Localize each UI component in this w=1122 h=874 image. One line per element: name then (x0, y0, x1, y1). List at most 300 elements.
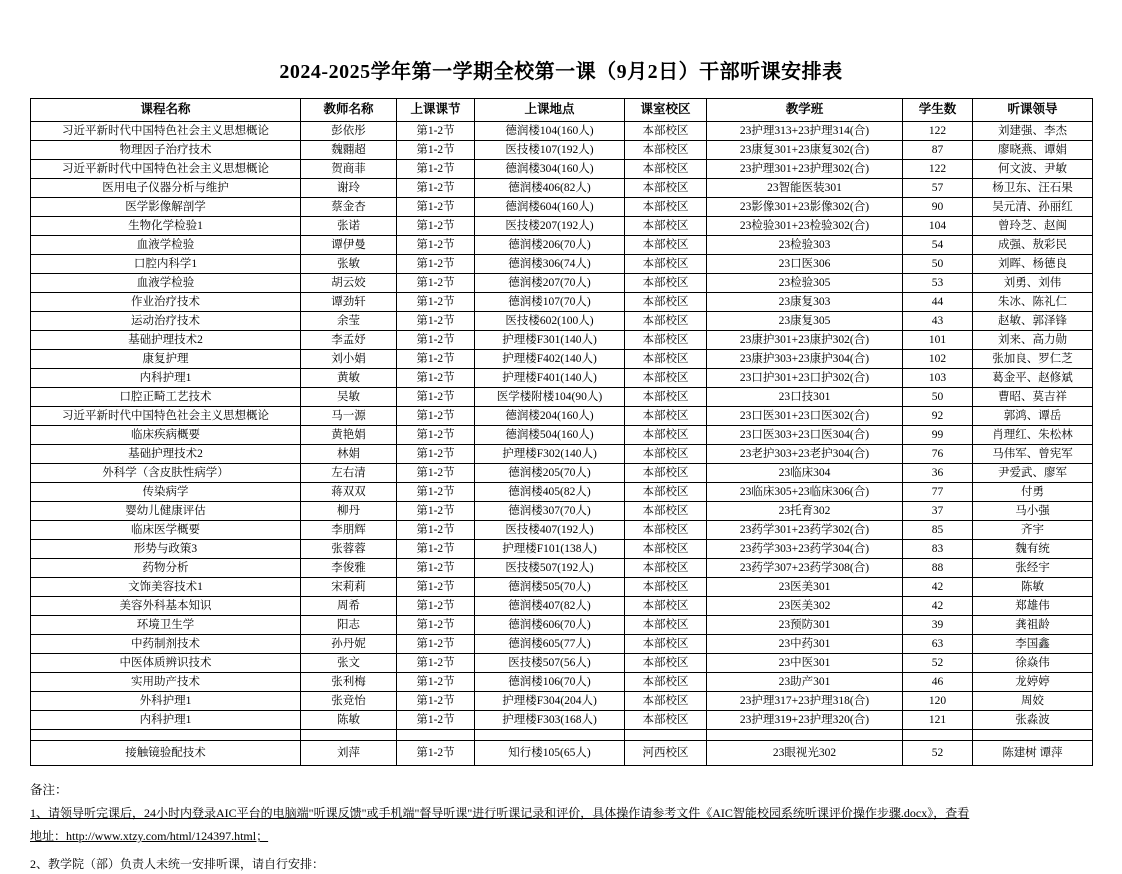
cell-course-name: 接触镜验配技术 (31, 741, 301, 766)
table-row (31, 255, 1093, 274)
cell-observing-leader: 马伟军、曾宪军 (973, 445, 1093, 464)
cell-location: 护理楼F101(138人) (475, 540, 625, 559)
cell-teaching-class: 23检验305 (707, 274, 903, 293)
cell-location: 医技楼207(192人) (475, 217, 625, 236)
cell-teacher-name: 余莹 (301, 312, 397, 331)
note-2: 2、教学院（部）负责人未统一安排听课，请自行安排： (30, 857, 325, 872)
cell-teaching-class: 23医美301 (707, 578, 903, 597)
cell-location: 德润楼604(160人) (475, 198, 625, 217)
cell-teaching-class: 23预防301 (707, 616, 903, 635)
cell-observing-leader: 张加良、罗仁芝 (973, 350, 1093, 369)
cell-student-count: 92 (903, 407, 973, 426)
cell-student-count: 87 (903, 141, 973, 160)
cell-course-name: 形势与政策3 (31, 540, 301, 559)
cell-class-period: 第1-2节 (397, 407, 475, 426)
cell-location: 德润楼407(82人) (475, 597, 625, 616)
cell-campus: 本部校区 (625, 198, 707, 217)
cell-teaching-class: 23检验301+23检验302(合) (707, 217, 903, 236)
cell-student-count: 122 (903, 122, 973, 141)
cell-class-period: 第1-2节 (397, 673, 475, 692)
cell-campus: 本部校区 (625, 692, 707, 711)
cell-location: 德润楼206(70人) (475, 236, 625, 255)
cell-teaching-class: 23眼视光302 (707, 741, 903, 766)
cell-class-period: 第1-2节 (397, 597, 475, 616)
cell-teaching-class: 23护理313+23护理314(合) (707, 122, 903, 141)
cell-class-period: 第1-2节 (397, 464, 475, 483)
cell-student-count: 53 (903, 274, 973, 293)
cell-location: 德润楼207(70人) (475, 274, 625, 293)
cell-teaching-class: 23助产301 (707, 673, 903, 692)
cell-student-count: 90 (903, 198, 973, 217)
table-row (31, 711, 1093, 730)
cell-observing-leader: 肖理红、朱松林 (973, 426, 1093, 445)
cell-class-period: 第1-2节 (397, 711, 475, 730)
cell-teacher-name: 张敏 (301, 255, 397, 274)
cell-campus: 本部校区 (625, 426, 707, 445)
cell-class-period: 第1-2节 (397, 369, 475, 388)
cell-student-count: 44 (903, 293, 973, 312)
cell-location: 德润楼205(70人) (475, 464, 625, 483)
cell-campus: 河西校区 (625, 741, 707, 766)
cell-course-name: 婴幼儿健康评估 (31, 502, 301, 521)
cell-location: 护理楼F401(140人) (475, 369, 625, 388)
table-row (31, 274, 1093, 293)
cell-teacher-name: 刘萍 (301, 741, 397, 766)
table-row (31, 502, 1093, 521)
cell-teacher-name: 黄敏 (301, 369, 397, 388)
cell-campus: 本部校区 (625, 312, 707, 331)
cell-location: 护理楼F303(168人) (475, 711, 625, 730)
spacer-cell (301, 730, 397, 741)
cell-class-period: 第1-2节 (397, 445, 475, 464)
cell-teacher-name: 蒋双双 (301, 483, 397, 502)
cell-course-name: 外科学（含皮肤性病学） (31, 464, 301, 483)
cell-course-name: 习近平新时代中国特色社会主义思想概论 (31, 122, 301, 141)
cell-course-name: 药物分析 (31, 559, 301, 578)
cell-teacher-name: 阳志 (301, 616, 397, 635)
cell-campus: 本部校区 (625, 179, 707, 198)
cell-teaching-class: 23老护303+23老护304(合) (707, 445, 903, 464)
cell-observing-leader: 吴元清、孙丽红 (973, 198, 1093, 217)
cell-student-count: 121 (903, 711, 973, 730)
cell-observing-leader: 张淼波 (973, 711, 1093, 730)
cell-observing-leader: 郭鸿、谭岳 (973, 407, 1093, 426)
notes-section (30, 780, 1092, 874)
cell-teaching-class: 23康复305 (707, 312, 903, 331)
cell-teaching-class: 23康复303 (707, 293, 903, 312)
cell-student-count: 63 (903, 635, 973, 654)
table-spacer-row (31, 730, 1093, 741)
cell-student-count: 42 (903, 597, 973, 616)
cell-observing-leader: 葛金平、赵修斌 (973, 369, 1093, 388)
cell-course-name: 基础护理技术2 (31, 331, 301, 350)
spacer-cell (397, 730, 475, 741)
cell-campus: 本部校区 (625, 578, 707, 597)
table-row (31, 122, 1093, 141)
cell-student-count: 43 (903, 312, 973, 331)
table-row (31, 635, 1093, 654)
cell-campus: 本部校区 (625, 559, 707, 578)
cell-campus: 本部校区 (625, 350, 707, 369)
cell-location: 医技楼602(100人) (475, 312, 625, 331)
cell-course-name: 口腔内科学1 (31, 255, 301, 274)
cell-teaching-class: 23中药301 (707, 635, 903, 654)
cell-class-period: 第1-2节 (397, 350, 475, 369)
table-row (31, 654, 1093, 673)
cell-observing-leader: 廖晓燕、谭娟 (973, 141, 1093, 160)
cell-class-period: 第1-2节 (397, 312, 475, 331)
cell-class-period: 第1-2节 (397, 198, 475, 217)
cell-observing-leader: 陈建树 谭萍 (973, 741, 1093, 766)
cell-student-count: 54 (903, 236, 973, 255)
cell-course-name: 中药制剂技术 (31, 635, 301, 654)
cell-teacher-name: 左右清 (301, 464, 397, 483)
cell-class-period: 第1-2节 (397, 236, 475, 255)
col-teacher-name: 教师名称 (301, 99, 397, 122)
cell-student-count: 76 (903, 445, 973, 464)
cell-campus: 本部校区 (625, 255, 707, 274)
cell-teaching-class: 23检验303 (707, 236, 903, 255)
cell-teacher-name: 张文 (301, 654, 397, 673)
col-student-count: 学生数 (903, 99, 973, 122)
cell-class-period: 第1-2节 (397, 255, 475, 274)
cell-campus: 本部校区 (625, 673, 707, 692)
cell-student-count: 101 (903, 331, 973, 350)
cell-student-count: 46 (903, 673, 973, 692)
spacer-cell (707, 730, 903, 741)
cell-location: 护理楼F304(204人) (475, 692, 625, 711)
cell-location: 德润楼304(160人) (475, 160, 625, 179)
note-1-line-1: 1、请领导听完课后，24小时内登录AIC平台的电脑端"听课反馈"或手机端"督导听课"进行听课记录和评价，具体操作请参考文件《AIC智能校园系统听课评价操作步骤.docx》，查看 (30, 806, 970, 821)
cell-teacher-name: 刘小娟 (301, 350, 397, 369)
table-body (31, 122, 1093, 766)
cell-course-name: 医用电子仪器分析与维护 (31, 179, 301, 198)
cell-teacher-name: 孙丹妮 (301, 635, 397, 654)
cell-course-name: 临床医学概要 (31, 521, 301, 540)
cell-observing-leader: 杨卫东、汪石果 (973, 179, 1093, 198)
cell-location: 医技楼507(56人) (475, 654, 625, 673)
table-row (31, 673, 1093, 692)
cell-teaching-class: 23护理301+23护理302(合) (707, 160, 903, 179)
note-1-line-2: 地址：http://www.xtzy.com/html/124397.html； (30, 828, 269, 843)
table-row (31, 407, 1093, 426)
table-header (31, 99, 1093, 122)
cell-location: 德润楼505(70人) (475, 578, 625, 597)
cell-location: 护理楼F302(140人) (475, 445, 625, 464)
cell-location: 德润楼606(70人) (475, 616, 625, 635)
cell-course-name: 血液学检验 (31, 236, 301, 255)
cell-location: 德润楼104(160人) (475, 122, 625, 141)
cell-teaching-class: 23托育302 (707, 502, 903, 521)
cell-teaching-class: 23护理317+23护理318(合) (707, 692, 903, 711)
cell-class-period: 第1-2节 (397, 122, 475, 141)
cell-observing-leader: 刘晖、杨德良 (973, 255, 1093, 274)
cell-teacher-name: 谭伊曼 (301, 236, 397, 255)
cell-observing-leader: 龙婷婷 (973, 673, 1093, 692)
cell-teaching-class: 23口医303+23口医304(合) (707, 426, 903, 445)
cell-teaching-class: 23康护301+23康护302(合) (707, 331, 903, 350)
spacer-cell (973, 730, 1093, 741)
cell-student-count: 122 (903, 160, 973, 179)
cell-observing-leader: 郑雄伟 (973, 597, 1093, 616)
cell-campus: 本部校区 (625, 654, 707, 673)
cell-campus: 本部校区 (625, 502, 707, 521)
cell-location: 德润楼405(82人) (475, 483, 625, 502)
cell-location: 护理楼F301(140人) (475, 331, 625, 350)
table-row (31, 312, 1093, 331)
cell-location: 德润楼605(77人) (475, 635, 625, 654)
cell-campus: 本部校区 (625, 711, 707, 730)
cell-campus: 本部校区 (625, 407, 707, 426)
cell-teaching-class: 23护理319+23护理320(合) (707, 711, 903, 730)
cell-teaching-class: 23药学301+23药学302(合) (707, 521, 903, 540)
spacer-cell (31, 730, 301, 741)
cell-teaching-class: 23中医301 (707, 654, 903, 673)
cell-class-period: 第1-2节 (397, 559, 475, 578)
cell-class-period: 第1-2节 (397, 635, 475, 654)
page-title: 2024-2025学年第一学期全校第一课（9月2日）干部听课安排表 (279, 61, 843, 83)
table-row (31, 331, 1093, 350)
cell-observing-leader: 周姣 (973, 692, 1093, 711)
col-course-name: 课程名称 (31, 99, 301, 122)
cell-student-count: 120 (903, 692, 973, 711)
cell-campus: 本部校区 (625, 274, 707, 293)
cell-class-period: 第1-2节 (397, 388, 475, 407)
cell-class-period: 第1-2节 (397, 141, 475, 160)
cell-student-count: 103 (903, 369, 973, 388)
cell-observing-leader: 何文波、尹敏 (973, 160, 1093, 179)
cell-location: 护理楼F402(140人) (475, 350, 625, 369)
cell-observing-leader: 朱冰、陈礼仁 (973, 293, 1093, 312)
cell-teacher-name: 李朋辉 (301, 521, 397, 540)
cell-observing-leader: 刘来、高力勋 (973, 331, 1093, 350)
cell-campus: 本部校区 (625, 597, 707, 616)
cell-teacher-name: 魏翾超 (301, 141, 397, 160)
cell-location: 德润楼307(70人) (475, 502, 625, 521)
cell-teacher-name: 张蓉蓉 (301, 540, 397, 559)
cell-campus: 本部校区 (625, 388, 707, 407)
table-row (31, 198, 1093, 217)
table-row (31, 293, 1093, 312)
table-row (31, 741, 1093, 766)
cell-teacher-name: 贺商菲 (301, 160, 397, 179)
table-header-row (31, 99, 1093, 122)
cell-observing-leader: 赵敏、郭泽锋 (973, 312, 1093, 331)
cell-campus: 本部校区 (625, 331, 707, 350)
cell-teacher-name: 柳丹 (301, 502, 397, 521)
table-row (31, 369, 1093, 388)
cell-teaching-class: 23药学307+23药学308(合) (707, 559, 903, 578)
cell-observing-leader: 陈敏 (973, 578, 1093, 597)
table-row (31, 426, 1093, 445)
table-row (31, 692, 1093, 711)
cell-teaching-class: 23临床305+23临床306(合) (707, 483, 903, 502)
table-row (31, 616, 1093, 635)
cell-observing-leader: 龚祖龄 (973, 616, 1093, 635)
cell-class-period: 第1-2节 (397, 502, 475, 521)
cell-course-name: 内科护理1 (31, 711, 301, 730)
cell-class-period: 第1-2节 (397, 217, 475, 236)
cell-student-count: 36 (903, 464, 973, 483)
cell-observing-leader: 曾玲芝、赵闽 (973, 217, 1093, 236)
cell-student-count: 85 (903, 521, 973, 540)
cell-course-name: 物理因子治疗技术 (31, 141, 301, 160)
cell-campus: 本部校区 (625, 122, 707, 141)
table-row (31, 464, 1093, 483)
cell-class-period: 第1-2节 (397, 521, 475, 540)
cell-observing-leader: 刘建强、李杰 (973, 122, 1093, 141)
cell-teacher-name: 林娟 (301, 445, 397, 464)
cell-campus: 本部校区 (625, 635, 707, 654)
col-campus: 课室校区 (625, 99, 707, 122)
cell-teaching-class: 23口医306 (707, 255, 903, 274)
cell-course-name: 实用助产技术 (31, 673, 301, 692)
col-teaching-class: 教学班 (707, 99, 903, 122)
cell-teaching-class: 23医美302 (707, 597, 903, 616)
cell-class-period: 第1-2节 (397, 293, 475, 312)
table-row (31, 483, 1093, 502)
cell-observing-leader: 尹爱武、廖军 (973, 464, 1093, 483)
cell-observing-leader: 魏有统 (973, 540, 1093, 559)
table-row (31, 141, 1093, 160)
cell-location: 德润楼504(160人) (475, 426, 625, 445)
cell-observing-leader: 徐焱伟 (973, 654, 1093, 673)
cell-campus: 本部校区 (625, 445, 707, 464)
cell-teacher-name: 李孟妤 (301, 331, 397, 350)
table-row (31, 445, 1093, 464)
cell-observing-leader: 付勇 (973, 483, 1093, 502)
cell-course-name: 美容外科基本知识 (31, 597, 301, 616)
schedule-table (30, 98, 1093, 766)
cell-student-count: 77 (903, 483, 973, 502)
cell-campus: 本部校区 (625, 293, 707, 312)
notes-label: 备注： (30, 783, 68, 797)
cell-student-count: 88 (903, 559, 973, 578)
cell-student-count: 57 (903, 179, 973, 198)
cell-student-count: 52 (903, 654, 973, 673)
table-row (31, 559, 1093, 578)
table-row (31, 388, 1093, 407)
table-row (31, 179, 1093, 198)
cell-course-name: 习近平新时代中国特色社会主义思想概论 (31, 160, 301, 179)
cell-location: 德润楼204(160人) (475, 407, 625, 426)
table-row (31, 578, 1093, 597)
cell-teacher-name: 宋莉莉 (301, 578, 397, 597)
cell-teacher-name: 周希 (301, 597, 397, 616)
cell-location: 医技楼407(192人) (475, 521, 625, 540)
cell-campus: 本部校区 (625, 369, 707, 388)
cell-location: 医技楼107(192人) (475, 141, 625, 160)
cell-teacher-name: 马一源 (301, 407, 397, 426)
cell-class-period: 第1-2节 (397, 692, 475, 711)
spacer-cell (903, 730, 973, 741)
cell-teacher-name: 谢玲 (301, 179, 397, 198)
table-row (31, 350, 1093, 369)
cell-class-period: 第1-2节 (397, 616, 475, 635)
cell-campus: 本部校区 (625, 236, 707, 255)
cell-teaching-class: 23口医301+23口医302(合) (707, 407, 903, 426)
cell-class-period: 第1-2节 (397, 654, 475, 673)
cell-student-count: 42 (903, 578, 973, 597)
cell-course-name: 习近平新时代中国特色社会主义思想概论 (31, 407, 301, 426)
cell-campus: 本部校区 (625, 616, 707, 635)
cell-class-period: 第1-2节 (397, 426, 475, 445)
cell-teaching-class: 23口技301 (707, 388, 903, 407)
cell-teacher-name: 彭依彤 (301, 122, 397, 141)
cell-teaching-class: 23口护301+23口护302(合) (707, 369, 903, 388)
cell-teaching-class: 23药学303+23药学304(合) (707, 540, 903, 559)
table-row (31, 597, 1093, 616)
cell-class-period: 第1-2节 (397, 331, 475, 350)
cell-teaching-class: 23康复301+23康复302(合) (707, 141, 903, 160)
cell-campus: 本部校区 (625, 141, 707, 160)
cell-course-name: 生物化学检验1 (31, 217, 301, 236)
cell-location: 医技楼507(192人) (475, 559, 625, 578)
cell-teaching-class: 23影像301+23影像302(合) (707, 198, 903, 217)
cell-location: 知行楼105(65人) (475, 741, 625, 766)
spacer-cell (475, 730, 625, 741)
cell-location: 医学楼附楼104(90人) (475, 388, 625, 407)
cell-student-count: 39 (903, 616, 973, 635)
cell-class-period: 第1-2节 (397, 741, 475, 766)
cell-student-count: 83 (903, 540, 973, 559)
cell-observing-leader: 张经宇 (973, 559, 1093, 578)
cell-class-period: 第1-2节 (397, 274, 475, 293)
cell-class-period: 第1-2节 (397, 160, 475, 179)
cell-teacher-name: 李俊雅 (301, 559, 397, 578)
cell-observing-leader: 曹昭、莫吉祥 (973, 388, 1093, 407)
cell-teacher-name: 张诺 (301, 217, 397, 236)
cell-observing-leader: 李国鑫 (973, 635, 1093, 654)
cell-class-period: 第1-2节 (397, 483, 475, 502)
cell-teaching-class: 23临床304 (707, 464, 903, 483)
cell-student-count: 37 (903, 502, 973, 521)
cell-campus: 本部校区 (625, 217, 707, 236)
cell-course-name: 医学影像解剖学 (31, 198, 301, 217)
cell-course-name: 环境卫生学 (31, 616, 301, 635)
cell-teacher-name: 蔡金杏 (301, 198, 397, 217)
cell-student-count: 52 (903, 741, 973, 766)
table-row (31, 540, 1093, 559)
cell-teaching-class: 23康护303+23康护304(合) (707, 350, 903, 369)
document-page (0, 55, 1122, 872)
cell-course-name: 中医体质辨识技术 (31, 654, 301, 673)
cell-course-name: 血液学检验 (31, 274, 301, 293)
cell-student-count: 50 (903, 255, 973, 274)
cell-class-period: 第1-2节 (397, 179, 475, 198)
cell-class-period: 第1-2节 (397, 578, 475, 597)
cell-teacher-name: 陈敏 (301, 711, 397, 730)
cell-course-name: 康复护理 (31, 350, 301, 369)
cell-location: 德润楼306(74人) (475, 255, 625, 274)
cell-campus: 本部校区 (625, 540, 707, 559)
cell-course-name: 基础护理技术2 (31, 445, 301, 464)
cell-teacher-name: 胡云姣 (301, 274, 397, 293)
cell-campus: 本部校区 (625, 483, 707, 502)
cell-campus: 本部校区 (625, 521, 707, 540)
cell-observing-leader: 马小强 (973, 502, 1093, 521)
cell-course-name: 传染病学 (31, 483, 301, 502)
cell-student-count: 104 (903, 217, 973, 236)
table-row (31, 521, 1093, 540)
cell-campus: 本部校区 (625, 464, 707, 483)
cell-course-name: 临床疾病概要 (31, 426, 301, 445)
table-row (31, 236, 1093, 255)
spacer-cell (625, 730, 707, 741)
table-row (31, 217, 1093, 236)
cell-course-name: 内科护理1 (31, 369, 301, 388)
cell-student-count: 50 (903, 388, 973, 407)
